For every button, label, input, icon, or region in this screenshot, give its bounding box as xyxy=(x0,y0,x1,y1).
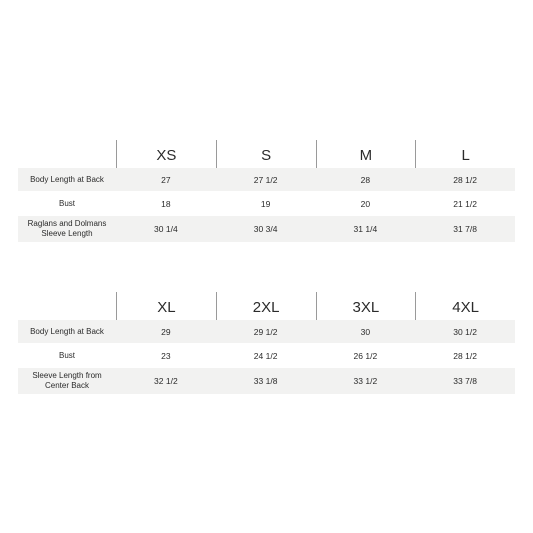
size-chart-table-2 xyxy=(18,292,515,394)
table-cell: 31 7/8 xyxy=(415,216,515,242)
table-cell: 24 1/2 xyxy=(216,343,316,368)
table-cell: 33 1/2 xyxy=(316,368,416,394)
size-chart-table-1 xyxy=(18,140,515,242)
table-cell: 31 1/4 xyxy=(316,216,416,242)
row-label: Raglans and Dolmans Sleeve Length xyxy=(18,216,116,242)
table-cell: 28 1/2 xyxy=(415,168,515,191)
size-header: S xyxy=(216,140,316,168)
table-cell: 29 1/2 xyxy=(216,320,316,343)
table-cell: 19 xyxy=(216,191,316,216)
size-header: L xyxy=(415,140,515,168)
table-cell: 33 7/8 xyxy=(415,368,515,394)
size-header: 2XL xyxy=(216,292,316,320)
size-header: XS xyxy=(116,140,216,168)
table-cell: 21 1/2 xyxy=(415,191,515,216)
table-cell: 27 1/2 xyxy=(216,168,316,191)
table-cell: 26 1/2 xyxy=(316,343,416,368)
header-corner xyxy=(18,140,116,168)
table-cell: 28 1/2 xyxy=(415,343,515,368)
size-header: 4XL xyxy=(415,292,515,320)
size-header: 3XL xyxy=(316,292,416,320)
table-cell: 27 xyxy=(116,168,216,191)
row-label: Bust xyxy=(18,191,116,216)
header-corner xyxy=(18,292,116,320)
row-label: Sleeve Length from Center Back xyxy=(18,368,116,394)
table-cell: 18 xyxy=(116,191,216,216)
table-cell: 30 xyxy=(316,320,416,343)
row-label: Body Length at Back xyxy=(18,168,116,191)
row-label: Bust xyxy=(18,343,116,368)
table-cell: 30 1/4 xyxy=(116,216,216,242)
table-cell: 28 xyxy=(316,168,416,191)
size-header: XL xyxy=(116,292,216,320)
size-header: M xyxy=(316,140,416,168)
table-cell: 29 xyxy=(116,320,216,343)
table-cell: 32 1/2 xyxy=(116,368,216,394)
table-cell: 20 xyxy=(316,191,416,216)
table-cell: 33 1/8 xyxy=(216,368,316,394)
table-cell: 30 1/2 xyxy=(415,320,515,343)
row-label: Body Length at Back xyxy=(18,320,116,343)
table-cell: 30 3/4 xyxy=(216,216,316,242)
table-cell: 23 xyxy=(116,343,216,368)
